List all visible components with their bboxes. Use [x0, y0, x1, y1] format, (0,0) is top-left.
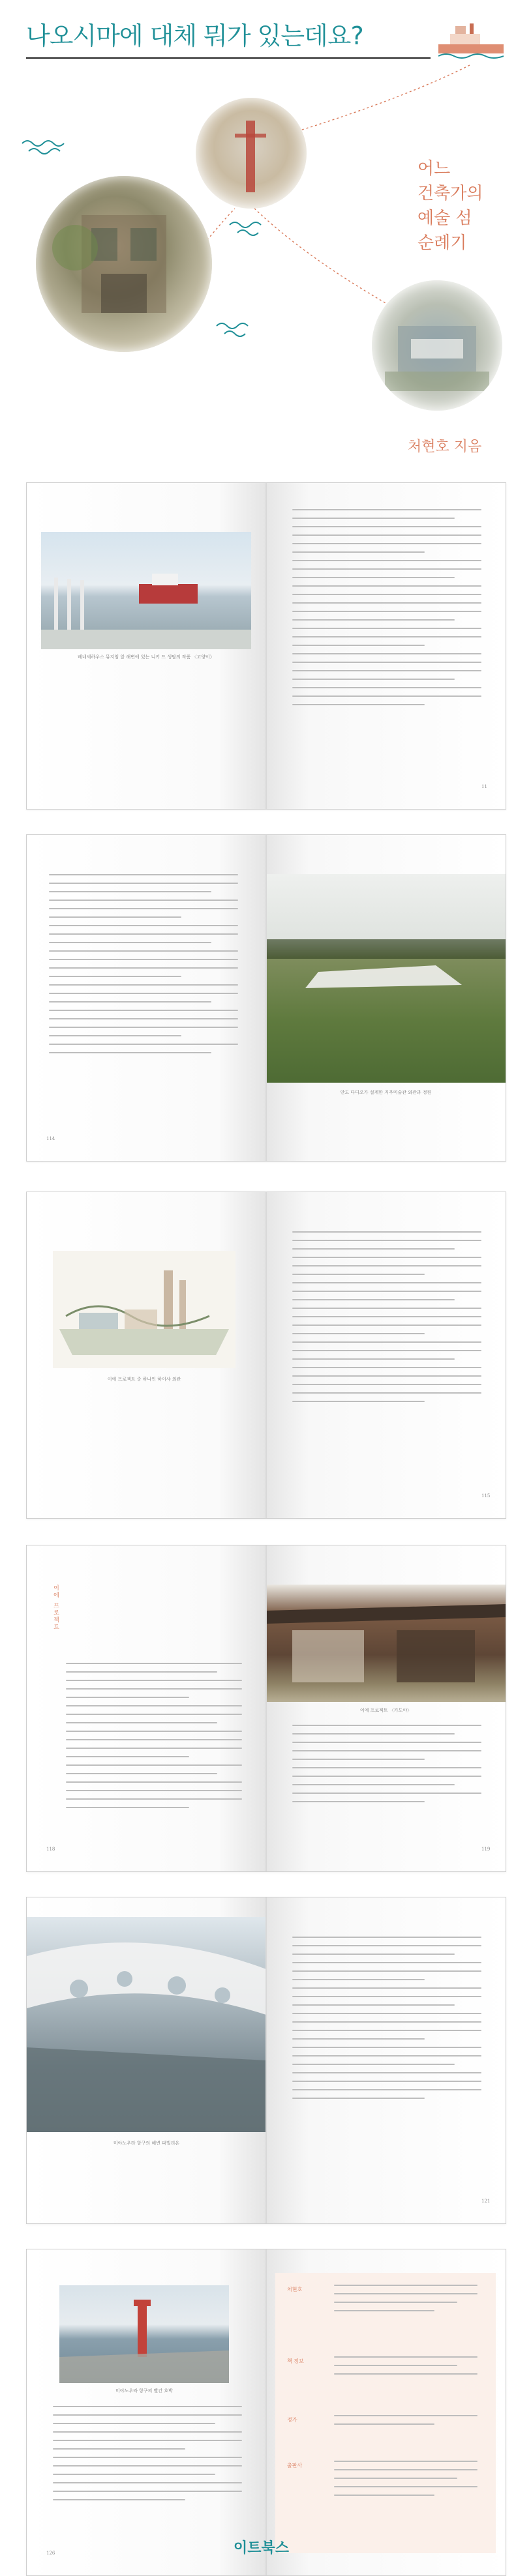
lighthouse-photo — [59, 2285, 229, 2383]
left-page — [27, 483, 266, 809]
book-subtitle — [417, 156, 496, 256]
colophon-label: 책 정보 — [287, 2358, 304, 2364]
village-photo-circle — [36, 176, 212, 352]
colophon-label: 정가 — [287, 2417, 297, 2423]
body-text — [292, 509, 481, 712]
page-number: 126 — [46, 2551, 55, 2556]
body-text — [292, 1231, 481, 1409]
art-photo-circle — [372, 280, 502, 411]
book-spread-3 — [26, 1192, 506, 1519]
right-page — [266, 1545, 506, 1871]
page-number: 121 — [481, 2199, 491, 2204]
spread-gutter — [266, 1897, 267, 2223]
pavilion-photo — [27, 1917, 266, 2132]
spread-gutter — [266, 2249, 267, 2575]
page-number: 119 — [481, 1847, 491, 1852]
photo-caption: 이에 프로젝트 〈카도야〉 — [359, 1708, 412, 1713]
spread-gutter — [266, 1545, 267, 1871]
red-tower-crossbar — [235, 134, 266, 138]
spread-gutter — [266, 835, 267, 1161]
illustration-caption: 이에 프로젝트 중 하나인 하이샤 외관 — [107, 1377, 181, 1382]
body-text — [292, 1725, 481, 1809]
photo-caption: 미야노우라 항구의 해변 파빌리온 — [113, 2141, 180, 2146]
page-number: 11 — [481, 784, 487, 789]
body-text — [66, 1663, 242, 1815]
house-photo — [266, 1585, 506, 1702]
colophon-label: 처현호 — [287, 2287, 303, 2292]
colophon-text — [334, 2356, 478, 2382]
harbor-photo — [41, 532, 251, 649]
colophon-label: 출판사 — [287, 2463, 303, 2468]
book-spread-6 — [26, 2249, 506, 2576]
book-spread-1 — [26, 482, 506, 810]
spread-gutter — [266, 483, 267, 809]
photo-caption: 미야노우라 항구의 빨간 호박 — [115, 2388, 173, 2393]
chapter-vertical-title: 이에 프로젝트 — [52, 1585, 59, 1631]
red-tower-shape — [246, 121, 255, 192]
photo-caption: 안도 다다오가 설계한 지추미술관 외관과 정원 — [340, 1090, 432, 1095]
publisher-logo — [234, 2537, 289, 2557]
book-spread-2 — [26, 834, 506, 1162]
right-page — [266, 1897, 506, 2223]
left-page — [27, 1897, 266, 2223]
colophon-text — [334, 2285, 478, 2319]
left-page — [27, 2249, 266, 2575]
ship-icon — [438, 20, 504, 61]
sketch-illustration — [53, 1251, 235, 1368]
photo-caption: 베네세하우스 뮤지엄 앞 해변에 있는 니키 드 생팔의 작품 〈고양이〉 — [78, 654, 215, 660]
right-page — [266, 2249, 506, 2575]
publisher-logo-text: 이트북스 — [234, 2540, 290, 2556]
book-spread-5 — [26, 1897, 506, 2224]
body-text — [49, 874, 238, 1061]
right-page — [266, 483, 506, 809]
left-page — [27, 1545, 266, 1871]
garden-photo — [266, 874, 506, 1083]
subtitle-line: 어느 — [417, 159, 451, 179]
colophon-text — [334, 2415, 478, 2432]
body-text — [292, 1937, 481, 2106]
spread-gutter — [266, 1192, 267, 1518]
page-number: 114 — [46, 1136, 55, 1141]
right-page — [266, 835, 506, 1161]
subtitle-line: 건축가의 — [417, 184, 483, 203]
body-text — [53, 2406, 242, 2508]
subtitle-line: 순례기 — [417, 233, 467, 253]
colophon-text — [334, 2461, 478, 2503]
page-number: 118 — [46, 1847, 55, 1852]
left-page — [27, 1192, 266, 1518]
subtitle-line: 예술 섬 — [417, 209, 472, 228]
left-page — [27, 835, 266, 1161]
page-number: 115 — [481, 1493, 491, 1499]
book-title: 나오시마에 대체 뭐가 있는데요? — [26, 22, 363, 50]
book-spread-4 — [26, 1545, 506, 1872]
colophon-panel — [275, 2273, 496, 2553]
author-name: 처현호 지음 — [408, 439, 482, 455]
right-page — [266, 1192, 506, 1518]
